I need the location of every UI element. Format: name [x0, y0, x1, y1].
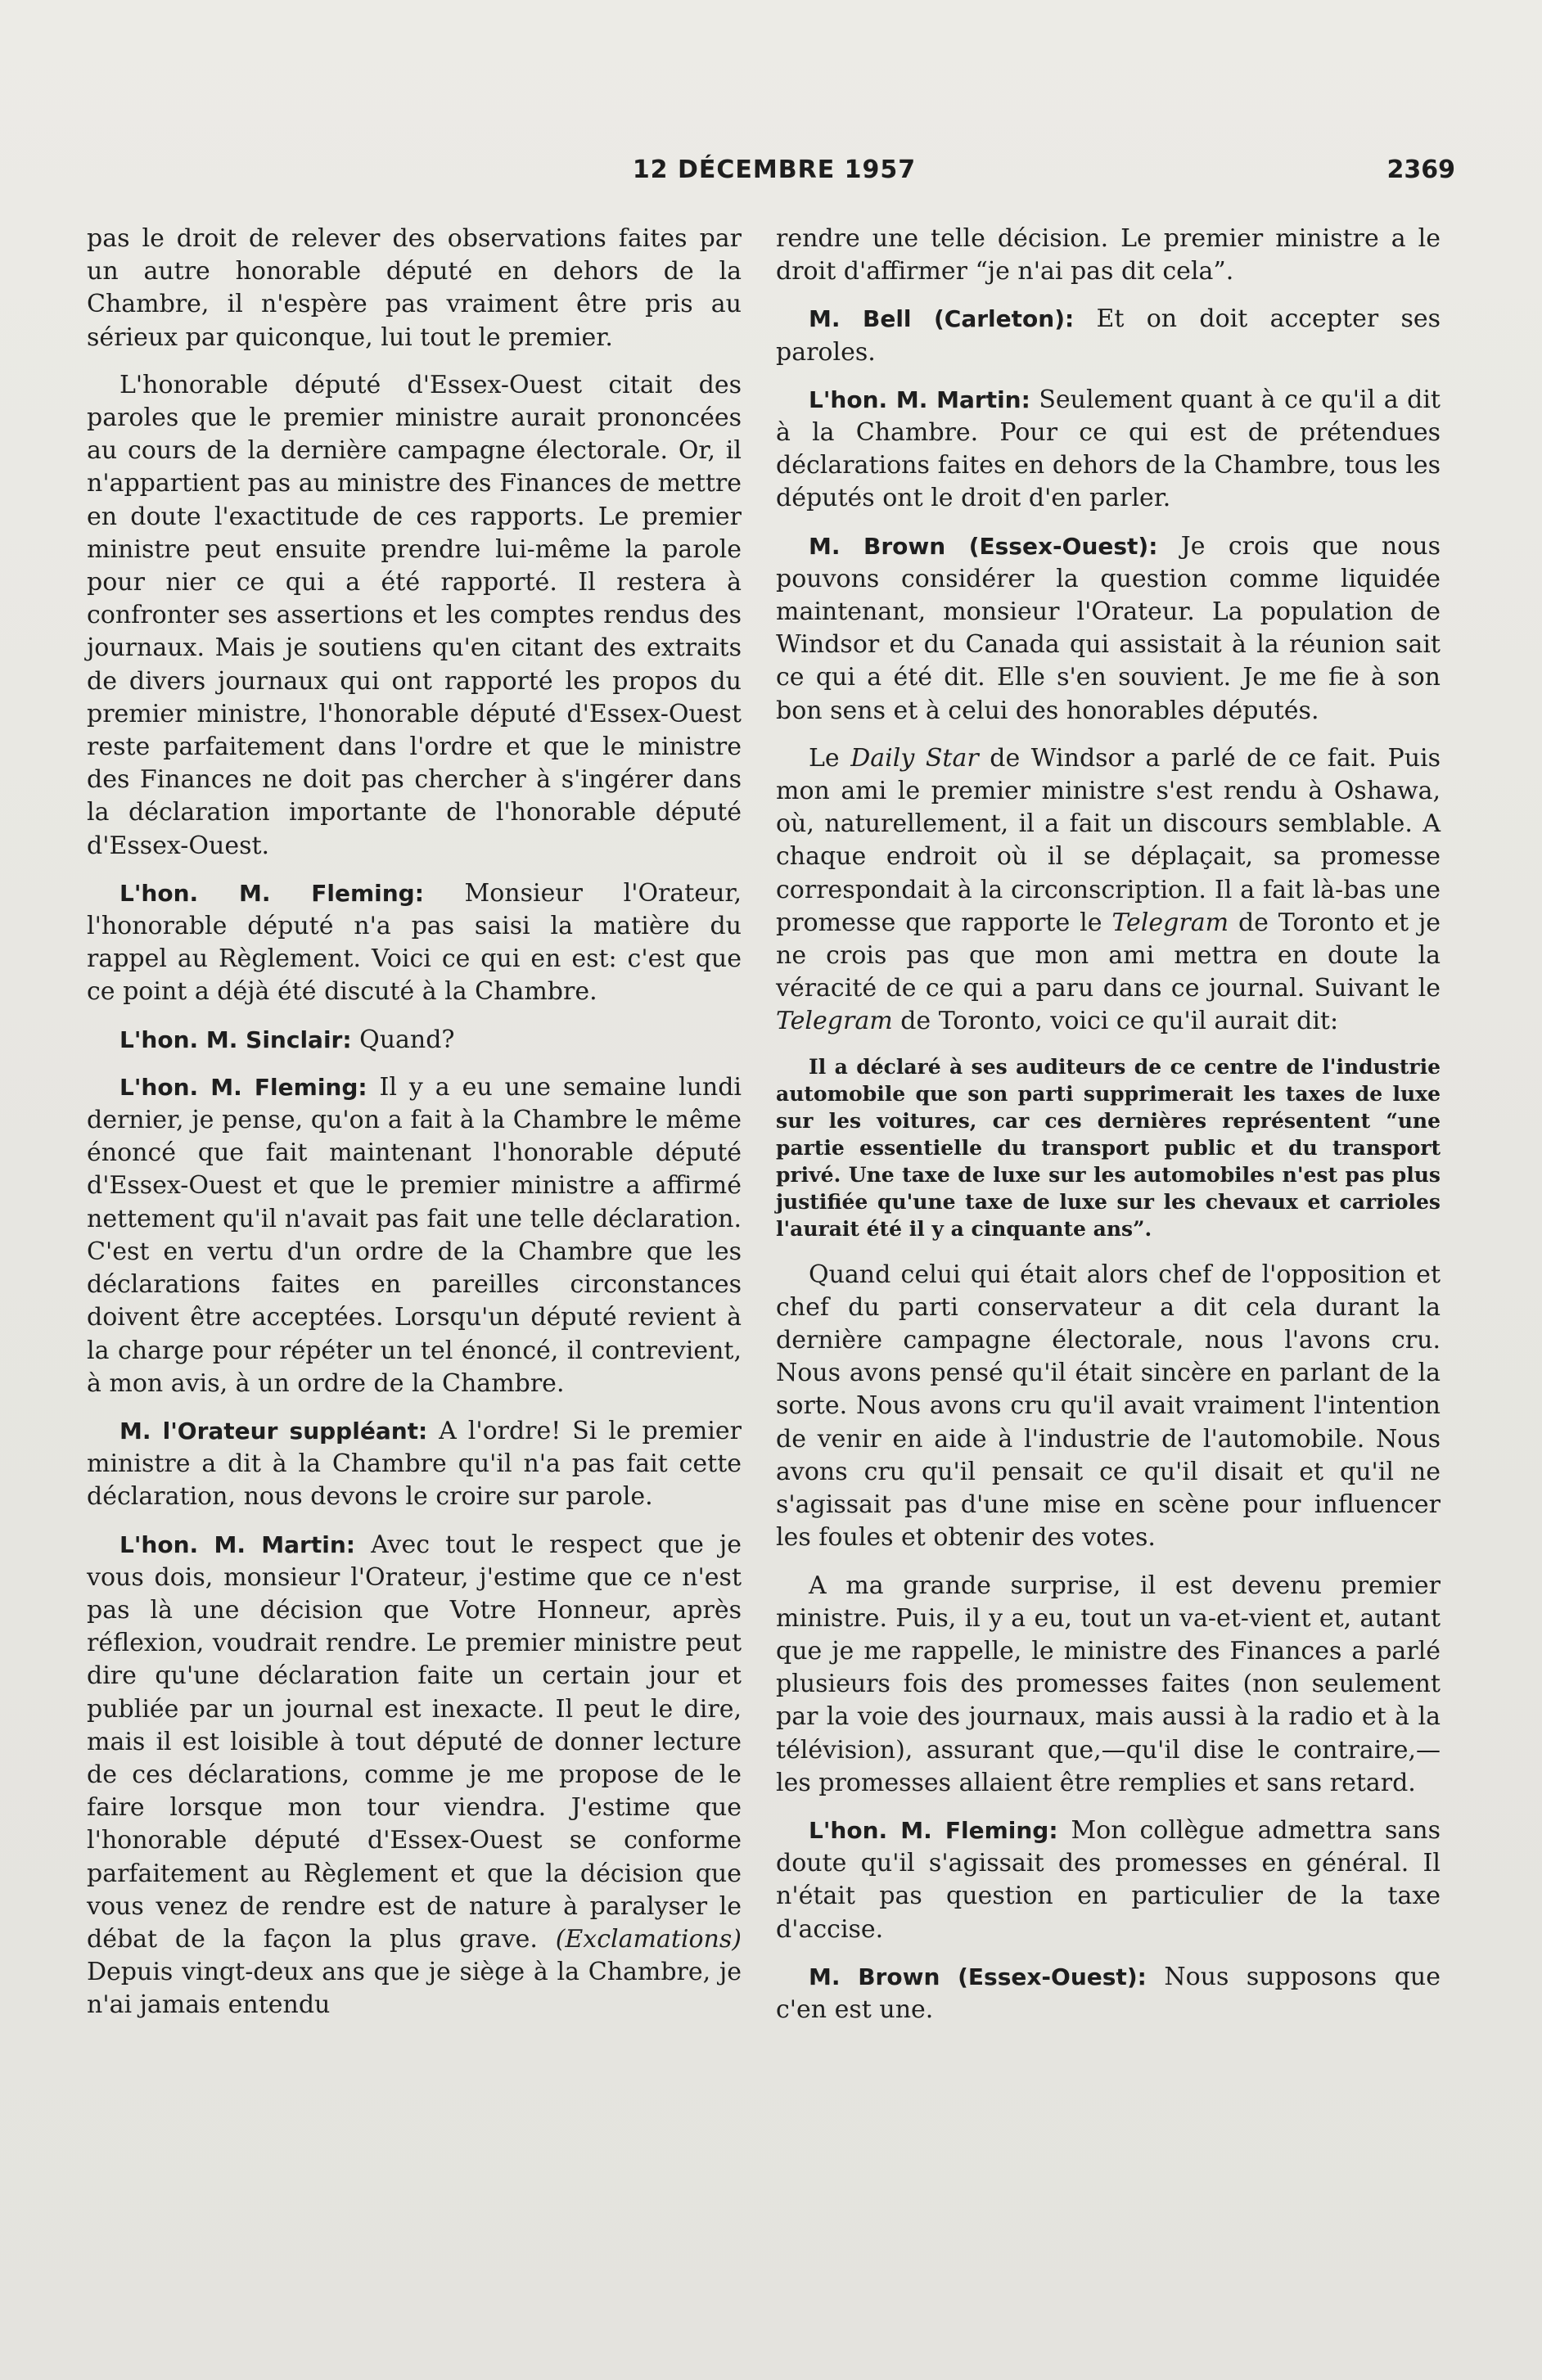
speech-text: Il y a eu une semaine lundi dernier, je pense, qu'on a fait à la Chambre le même énoncé que fait maintenant l'honorable député d'Essex-Ouest et que le premier ministre a affirmé nettement qu'il n'avait pas fait une telle déclaration. C'est en vertu d'un ordre de la Chambre que les déclarations faites en pareilles circonstances doivent être acceptées. Lorsqu'un député revient à la charge pour répéter un tel énoncé, il contrevient, à mon avis, à un ordre de la Chambre.: [87, 1072, 742, 1398]
speech-text: Nous supposons que c'en est une.: [776, 1962, 1441, 2024]
paragraph: [776, 1961, 1441, 2026]
speech-text: de Toronto et je ne crois pas que mon ami mettra en doute la véracité de ce qui a paru dans ce journal. Suivant le: [776, 908, 1441, 1003]
paragraph: [776, 1814, 1441, 1946]
paragraph: Quand celui qui était alors chef de l'opposition et chef du parti conservateur a dit cela durant la dernière campagne électorale, nous l'avons cru. Nous avons pensé qu'il était sincère en parlant de la sorte. Nous avons cru qu'il avait vraiment l'intention de venir en aide à l'industrie de l'automobile. Nous avons cru qu'il pensait ce qu'il disait et qu'il ne s'agissait pas d'une mise en scène pour influencer les foules et obtenir des votes.: [776, 1260, 1441, 1553]
speaker-name: L'hon. M. Fleming:: [119, 1073, 367, 1101]
paragraph: L'honorable député d'Essex-Ouest citait des paroles que le premier ministre aurait prononcées au cours de la dernière campagne électorale. Or, il n'appartient pas au ministre des Finances de mettre en doute l'exactitude de ces rapports. Le premier ministre peut ensuite prendre lui-même la parole pour nier ce qui a été rapporté. Il restera à confronter ses assertions et les comptes rendus des journaux. Mais je soutiens qu'en citant des extraits de divers journaux qui ont rapporté les propos du premier ministre, l'honorable député d'Essex-Ouest reste parfaitement dans l'ordre et que le ministre des Finances ne doit pas chercher à s'ingérer dans la déclaration importante de l'honorable député d'Essex-Ouest.: [87, 370, 742, 860]
paragraph: pas le droit de relever des observations faites par un autre honorable député en dehors de la Chambre, il n'espère pas vraiment être pris au sérieux par quiconque, lui tout le premier.: [87, 224, 742, 352]
speaker-name: M. Brown (Essex-Ouest):: [809, 532, 1158, 560]
newspaper-name: Telegram: [1111, 908, 1229, 937]
page-date: 12 DÉCEMBRE 1957: [632, 156, 917, 184]
page-header: [87, 156, 1462, 188]
paragraph: [776, 384, 1441, 516]
block-quote: Il a déclaré à ses auditeurs de ce centre de l'industrie automobile que son parti supprimerait les taxes de luxe sur les voitures, car ces dernières représentent “une partie essentielle du transport public et du transport privé. Une taxe de luxe sur les automobiles n'est pas plus justifiée qu'une taxe de luxe sur les chevaux et carrioles l'aurait été il y a cinquante ans”.: [776, 1054, 1441, 1241]
italic-text: (Exclamations): [555, 1924, 742, 1954]
left-column: [87, 223, 742, 2037]
paragraph: [87, 1415, 742, 1514]
speaker-name: M. l'Orateur suppléant:: [119, 1417, 428, 1445]
newspaper-name: Daily Star: [850, 743, 979, 773]
page-number: 2369: [1386, 156, 1455, 184]
paragraph: [776, 303, 1441, 368]
speech-text: Quand?: [359, 1025, 455, 1054]
speech-text: Seulement quant à ce qu'il a dit à la Chambre. Pour ce qui est de prétendues déclarations faites en dehors de la Chambre, tous les députés ont le droit d'en parler.: [776, 385, 1441, 513]
paragraph: [87, 1071, 742, 1400]
speech-text: Depuis vingt-deux ans que je siège à la Chambre, je n'ai jamais entendu: [87, 1958, 742, 2020]
newspaper-name: Telegram: [776, 1007, 893, 1036]
paragraph: [87, 877, 742, 1009]
speaker-name: L'hon. M. Fleming:: [119, 879, 424, 907]
paragraph: rendre une telle décision. Le premier ministre a le droit d'affirmer “je n'ai pas dit cela”.: [776, 224, 1441, 286]
right-column: [776, 223, 1441, 2041]
speaker-name: L'hon. M. Sinclair:: [119, 1025, 352, 1053]
paragraph: [87, 1024, 742, 1057]
paragraph: [776, 742, 1441, 1039]
speech-text: Mon collègue admettra sans doute qu'il s'agissait des promesses en général. Il n'était pas question en particulier de la taxe d'accise.: [776, 1815, 1441, 1944]
speech-text: A l'ordre! Si le premier ministre a dit à la Chambre qu'il n'a pas fait cette déclaration, nous devons le croire sur parole.: [87, 1416, 742, 1512]
speaker-name: M. Brown (Essex-Ouest):: [809, 1963, 1147, 1990]
speech-text: Monsieur l'Orateur, l'honorable député n'a pas saisi la matière du rappel au Règlement. Voici ce qui en est: c'est que ce point a déjà été discuté à la Chambre.: [87, 878, 742, 1007]
speech-text: Avec tout le respect que je vous dois, monsieur l'Orateur, j'estime que ce n'est pas là une décision que Votre Honneur, après réflexion, voudrait rendre. Le premier ministre peut dire qu'une déclaration faite un certain jour et publiée par un journal est inexacte. Il peut le dire, mais il est loisible à tout député de donner lecture de ces déclarations, comme je me propose de le faire lorsque mon tour viendra. J'estime que l'honorable député d'Essex-Ouest se conforme parfaitement au Règlement et que la décision que vous venez de rendre est de nature à paralyser le débat de la façon la plus grave.: [87, 1530, 742, 1954]
speech-text: de Windsor a parlé de ce fait. Puis mon ami le premier ministre s'est rendu à Oshawa, où, naturellement, il a fait un discours semblable. A chaque endroit où il se déplaçait, sa promesse correspondait à la circonscription. Il a fait là-bas une promesse que rapporte le: [776, 743, 1441, 937]
speaker-name: L'hon. M. Martin:: [809, 385, 1030, 413]
speaker-name: L'hon. M. Fleming:: [809, 1816, 1058, 1844]
speech-text: Je crois que nous pouvons considérer la question comme liquidée maintenant, monsieur l'Orateur. La population de Windsor et du Canada qui assistait à la réunion sait ce qui a été dit. Elle s'en souvient. Je me fie à son bon sens et à celui des honorables députés.: [776, 531, 1441, 725]
speaker-name: M. Bell (Carleton):: [809, 305, 1075, 333]
paragraph: [87, 1529, 742, 2022]
paragraph: [776, 530, 1441, 728]
speech-text: de Toronto, voici ce qu'il aurait dit:: [900, 1007, 1339, 1036]
paragraph: A ma grande surprise, il est devenu premier ministre. Puis, il y a eu, tout un va-et-vient et, autant que je me rappelle, le ministre des Finances a parlé plusieurs fois des promesses faites (non seulement par la voie des journaux, mais aussi à la radio et à la télévision), assurant que,—qu'il dise le contraire,—les promesses allaient être remplies et sans retard.: [776, 1571, 1441, 1797]
speech-text: Et on doit accepter ses paroles.: [776, 304, 1441, 367]
speaker-name: L'hon. M. Martin:: [119, 1530, 355, 1558]
speech-text: Le: [809, 743, 840, 773]
